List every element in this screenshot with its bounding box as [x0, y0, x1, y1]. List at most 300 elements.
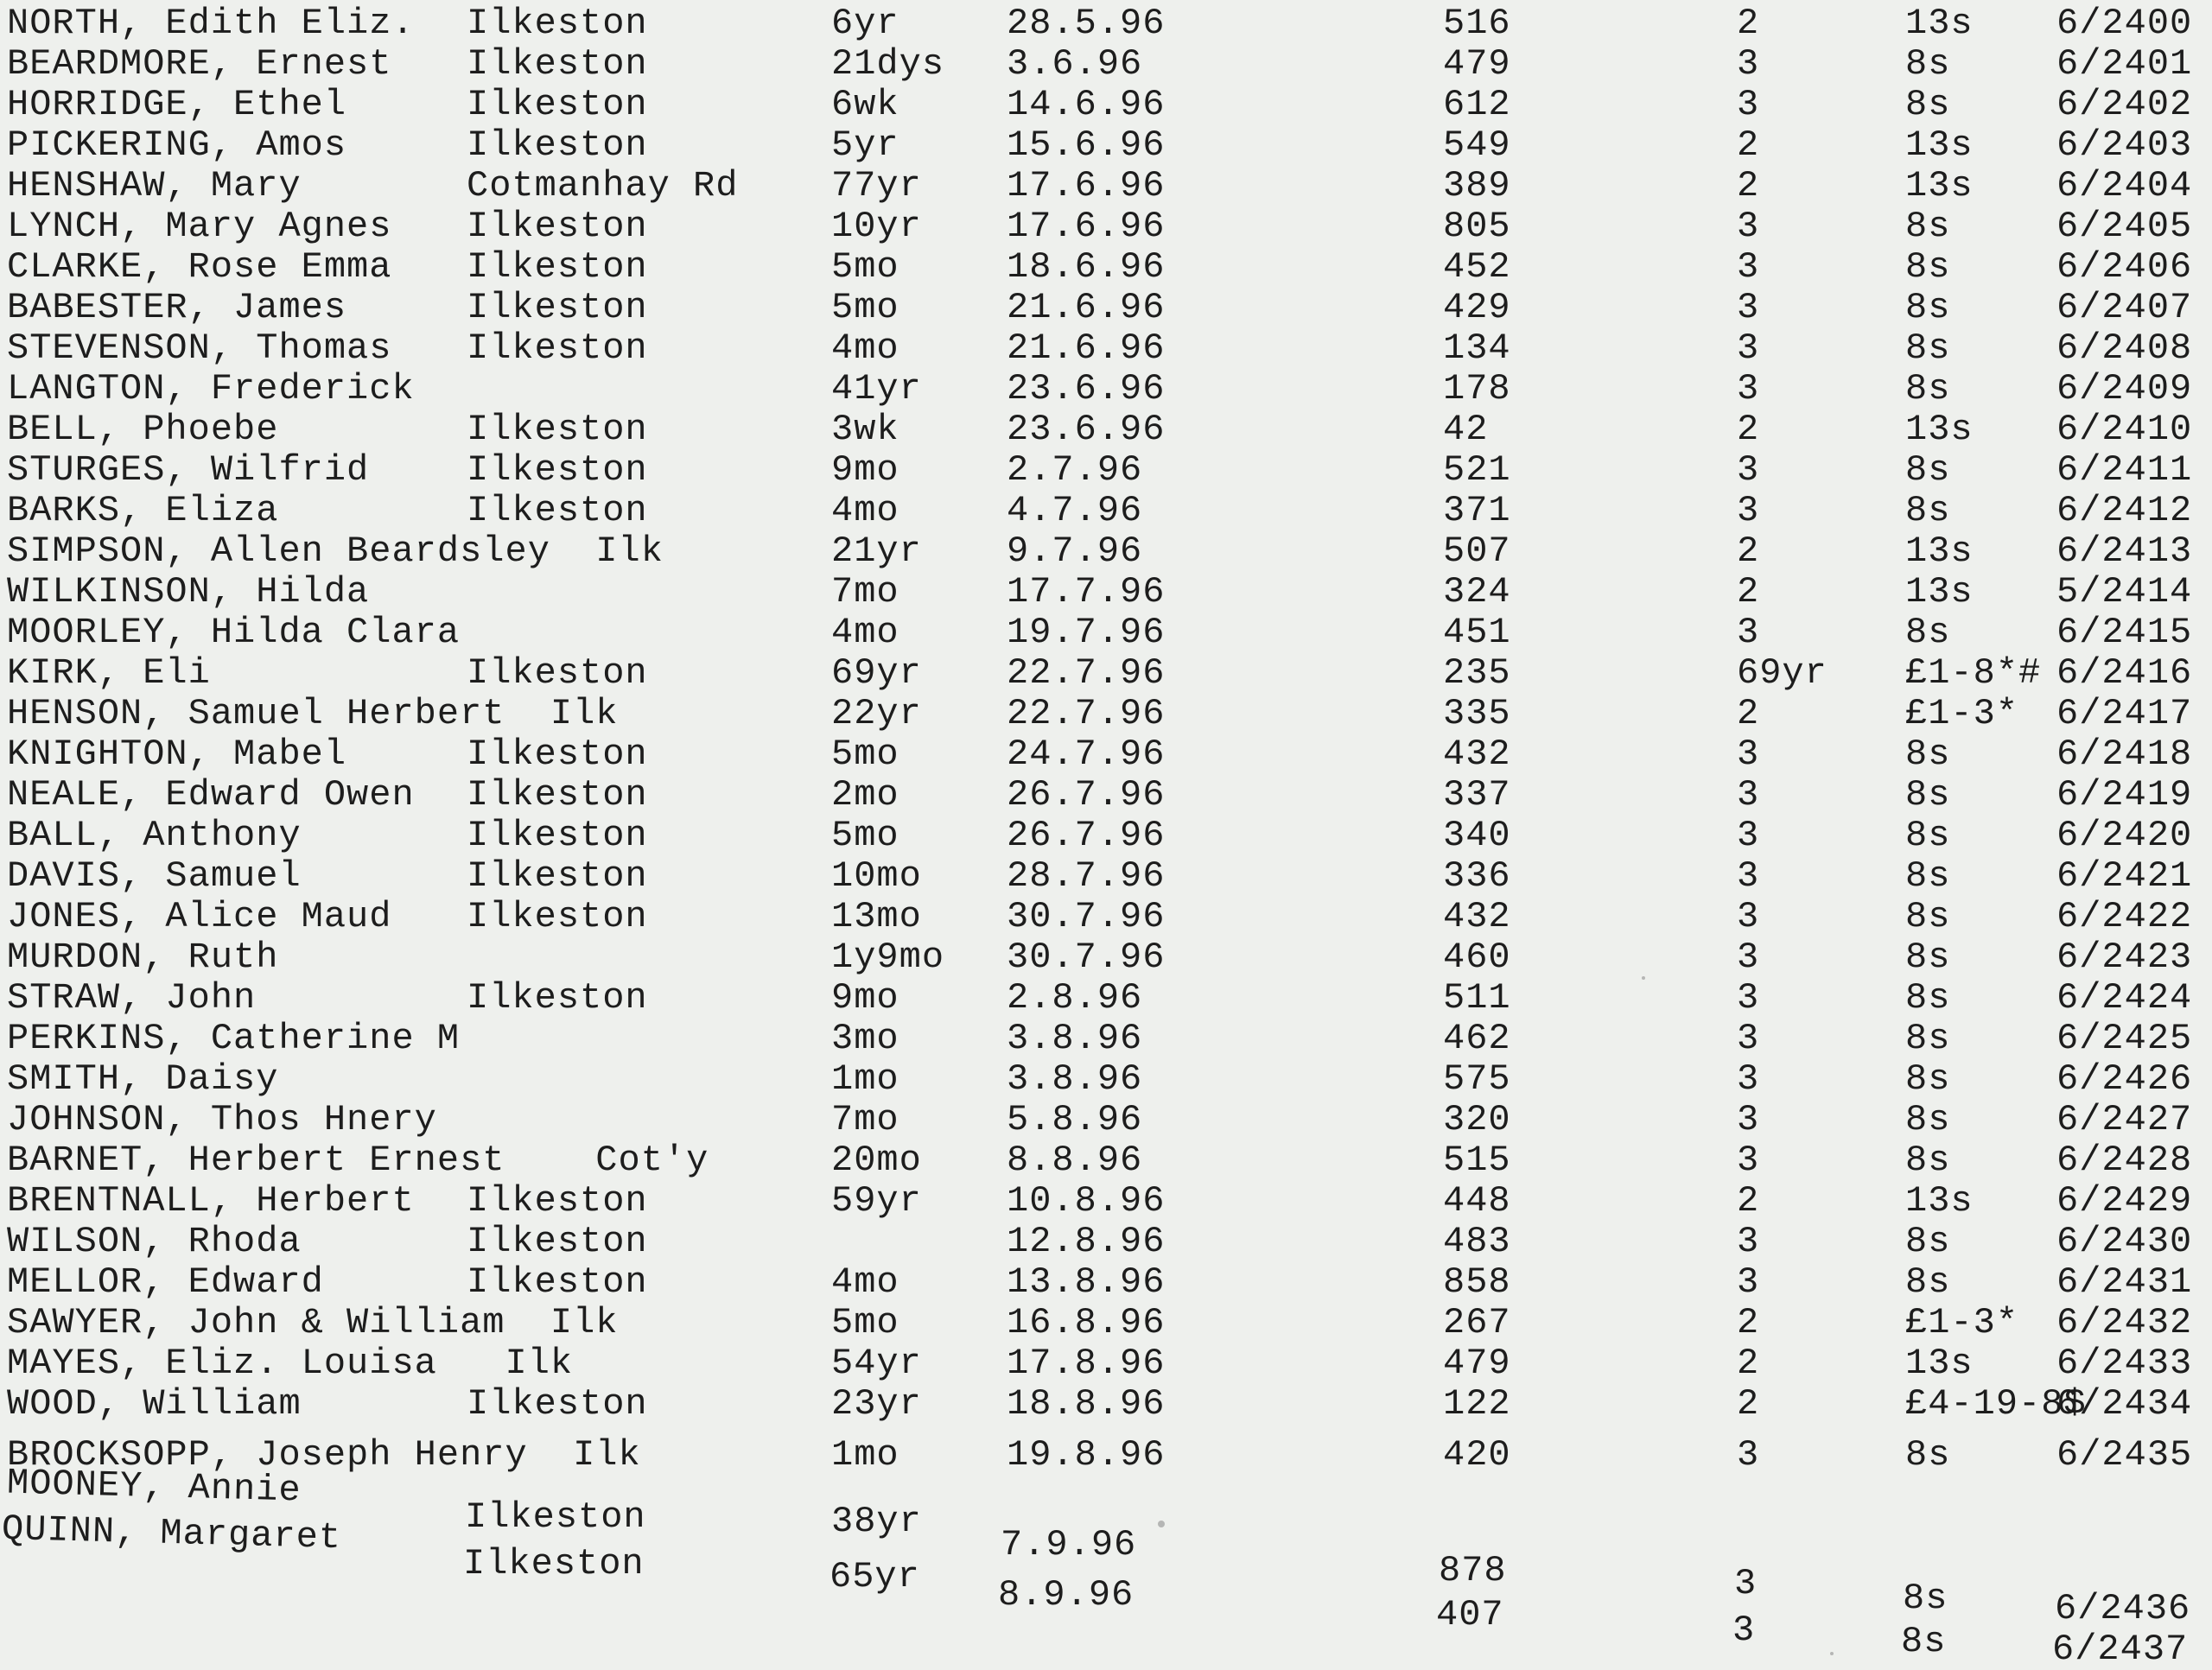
cell-name: STRAW, John: [7, 977, 257, 1019]
cell-ref: 6/2435: [2056, 1434, 2193, 1476]
cell-place: Ilkeston: [467, 449, 648, 491]
cell-class: 2: [1737, 124, 1760, 166]
cell-ref: 6/2434: [2056, 1383, 2193, 1425]
cell-class: 2: [1737, 165, 1760, 206]
cell-fee: 13s: [1905, 571, 1974, 613]
cell-class: 3: [1737, 246, 1760, 288]
cell-place: Cotmanhay Rd: [467, 165, 739, 206]
cell-date: 26.7.96: [1007, 774, 1166, 816]
cell-place: Ilkeston: [467, 3, 648, 44]
cell-class: 3: [1737, 612, 1760, 653]
cell-age: 5mo: [831, 733, 899, 775]
cell-class: 3: [1737, 368, 1760, 410]
cell-fee: 8s: [1905, 774, 1951, 816]
cell-name: KNIGHTON, Mabel: [7, 733, 347, 775]
register-row: [0, 1019, 2212, 1059]
cell-num: 337: [1443, 774, 1511, 816]
cell-ref: 6/2401: [2056, 43, 2193, 85]
register-row: [0, 816, 2212, 856]
cell-name: NEALE, Edward Owen: [7, 774, 415, 816]
cell-ref: 6/2411: [2056, 449, 2193, 491]
cell-class: 3: [1737, 815, 1760, 856]
cell-date: 4.7.96: [1007, 490, 1143, 531]
cell-num: 122: [1443, 1383, 1511, 1425]
cell-fee: 8s: [1905, 1261, 1951, 1303]
cell-name: STURGES, Wilfrid: [7, 449, 370, 491]
cell-fee: 13s: [1905, 124, 1974, 166]
cell-ref: 6/2423: [2056, 937, 2193, 978]
cell-age: 9mo: [831, 977, 899, 1019]
register-row: [0, 247, 2212, 288]
cell-date: 2.7.96: [1007, 449, 1143, 491]
cell-name: PERKINS, Catherine M: [7, 1018, 461, 1059]
register-row: [0, 166, 2212, 206]
cell-name: JONES, Alice Maud: [7, 896, 392, 937]
cell-name: WILKINSON, Hilda: [7, 571, 370, 613]
cell-name: LANGTON, Frederick: [7, 368, 415, 410]
cell-date: 23.6.96: [1007, 368, 1166, 410]
cell-date: 17.7.96: [1007, 571, 1166, 613]
cell-age: 13mo: [831, 896, 922, 937]
cell-fee: £1-3*: [1905, 1302, 2019, 1343]
cell-name: BEARDMORE, Ernest: [7, 43, 392, 85]
register-row: [0, 1222, 2212, 1262]
cell-place: Ilkeston: [467, 327, 648, 369]
cell-name: STEVENSON, Thomas: [7, 327, 392, 369]
cell-fee: 8s: [1905, 327, 1951, 369]
cell-ref: 6/2431: [2056, 1261, 2193, 1303]
cell-class: 3: [1737, 977, 1760, 1019]
cell-name: KIRK, Eli: [7, 652, 211, 694]
register-row: [0, 410, 2212, 450]
cell-date: 22.7.96: [1007, 652, 1166, 694]
cell-age: 5mo: [831, 815, 899, 856]
cell-class: 2: [1737, 409, 1760, 450]
register-row: [0, 613, 2212, 653]
cell-age: 23yr: [831, 1383, 922, 1425]
register-row: [0, 1435, 2212, 1476]
tail-date-2: 8.9.96: [998, 1574, 1135, 1616]
cell-class: 69yr: [1737, 652, 1827, 694]
register-row: [0, 1140, 2212, 1181]
cell-name: SMITH, Daisy: [7, 1058, 279, 1100]
cell-num: 511: [1443, 977, 1511, 1019]
cell-place: Ilkeston: [467, 1221, 648, 1262]
register-row: [0, 1303, 2212, 1343]
cell-class: 3: [1737, 1140, 1760, 1181]
cell-place: Ilkeston: [467, 652, 648, 694]
cell-place: Ilkeston: [467, 855, 648, 897]
cell-place: Ilkeston: [467, 1180, 648, 1222]
cell-age: 21dys: [831, 43, 945, 85]
cell-age: 5yr: [831, 124, 899, 166]
cell-num: 805: [1443, 206, 1511, 247]
register-row: [0, 531, 2212, 572]
cell-name: BARNET, Herbert Ernest Cot'y: [7, 1140, 709, 1181]
cell-fee: 8s: [1905, 1018, 1951, 1059]
cell-class: 3: [1737, 43, 1760, 85]
cell-fee: 13s: [1905, 165, 1974, 206]
cell-fee: £4-19-8$: [1905, 1383, 2087, 1425]
cell-num: 389: [1443, 165, 1511, 206]
cell-class: 2: [1737, 1302, 1760, 1343]
cell-num: 858: [1443, 1261, 1511, 1303]
cell-class: 3: [1737, 1434, 1760, 1476]
tail-ref-2: 6/2437: [2052, 1629, 2189, 1670]
cell-fee: 8s: [1905, 896, 1951, 937]
cell-num: 612: [1443, 84, 1511, 125]
cell-name: MOORLEY, Hilda Clara: [7, 612, 461, 653]
cell-fee: 13s: [1905, 1180, 1974, 1222]
cell-place: Ilkeston: [467, 43, 648, 85]
cell-num: 267: [1443, 1302, 1511, 1343]
cell-name: BELL, Phoebe: [7, 409, 279, 450]
cell-ref: 6/2404: [2056, 165, 2193, 206]
cell-place: Ilkeston: [467, 1261, 648, 1303]
register-row: [0, 328, 2212, 369]
register-row: [0, 937, 2212, 978]
cell-age: 2mo: [831, 774, 899, 816]
cell-fee: 13s: [1905, 530, 1974, 572]
cell-date: 23.6.96: [1007, 409, 1166, 450]
cell-ref: 6/2430: [2056, 1221, 2193, 1262]
cell-ref: 6/2400: [2056, 3, 2193, 44]
register-row: [0, 125, 2212, 166]
cell-ref: 6/2406: [2056, 246, 2193, 288]
register-row: [0, 3, 2212, 44]
cell-date: 21.6.96: [1007, 327, 1166, 369]
cell-date: 3.8.96: [1007, 1058, 1143, 1100]
cell-num: 336: [1443, 855, 1511, 897]
cell-date: 17.8.96: [1007, 1343, 1166, 1384]
cell-class: 3: [1737, 490, 1760, 531]
cell-num: 324: [1443, 571, 1511, 613]
cell-date: 28.7.96: [1007, 855, 1166, 897]
cell-age: 21yr: [831, 530, 922, 572]
cell-name: WOOD, William: [7, 1383, 302, 1425]
cell-name: NORTH, Edith Eliz.: [7, 3, 415, 44]
cell-date: 3.6.96: [1007, 43, 1143, 85]
cell-num: 452: [1443, 246, 1511, 288]
cell-ref: 6/2420: [2056, 815, 2193, 856]
cell-place: Ilkeston: [467, 287, 648, 328]
register-row: [0, 653, 2212, 694]
cell-place: Ilkeston: [467, 124, 648, 166]
cell-name: MURDON, Ruth: [7, 937, 279, 978]
cell-date: 22.7.96: [1007, 693, 1166, 734]
cell-date: 2.8.96: [1007, 977, 1143, 1019]
cell-place: Ilkeston: [467, 409, 648, 450]
cell-num: 432: [1443, 896, 1511, 937]
cell-name: PICKERING, Amos: [7, 124, 347, 166]
cell-class: 3: [1737, 733, 1760, 775]
register-row: [0, 734, 2212, 775]
cell-fee: 8s: [1905, 1140, 1951, 1181]
cell-class: 3: [1737, 449, 1760, 491]
cell-fee: 8s: [1905, 84, 1951, 125]
register-row: [0, 572, 2212, 613]
cell-name: CLARKE, Rose Emma: [7, 246, 392, 288]
cell-fee: 8s: [1905, 287, 1951, 328]
register-row: [0, 369, 2212, 410]
cell-age: 1y9mo: [831, 937, 945, 978]
tail-class-2: 3: [1732, 1610, 1756, 1651]
cell-age: 69yr: [831, 652, 922, 694]
register-row: [0, 1100, 2212, 1140]
cell-ref: 6/2418: [2056, 733, 2193, 775]
cell-name: BALL, Anthony: [7, 815, 302, 856]
cell-class: 2: [1737, 1383, 1760, 1425]
cell-date: 5.8.96: [1007, 1099, 1143, 1140]
cell-class: 3: [1737, 1058, 1760, 1100]
cell-class: 3: [1737, 774, 1760, 816]
cell-class: 3: [1737, 1099, 1760, 1140]
cell-date: 26.7.96: [1007, 815, 1166, 856]
cell-date: 18.8.96: [1007, 1383, 1166, 1425]
cell-ref: 6/2427: [2056, 1099, 2193, 1140]
register-row: [0, 85, 2212, 125]
cell-name: SIMPSON, Allen Beardsley Ilk: [7, 530, 664, 572]
register-row: [0, 44, 2212, 85]
cell-age: 4mo: [831, 1261, 899, 1303]
cell-num: 371: [1443, 490, 1511, 531]
cell-class: 2: [1737, 693, 1760, 734]
cell-num: 507: [1443, 530, 1511, 572]
cell-name: BABESTER, James: [7, 287, 347, 328]
cell-ref: 6/2419: [2056, 774, 2193, 816]
cell-fee: 8s: [1905, 449, 1951, 491]
cell-age: 10mo: [831, 855, 922, 897]
cell-date: 18.6.96: [1007, 246, 1166, 288]
cell-name: BROCKSOPP, Joseph Henry Ilk: [7, 1434, 641, 1476]
cell-class: 2: [1737, 530, 1760, 572]
cell-age: 20mo: [831, 1140, 922, 1181]
cell-ref: 6/2425: [2056, 1018, 2193, 1059]
tail-name-1: MOONEY, Annie: [6, 1462, 302, 1512]
cell-age: 41yr: [831, 368, 922, 410]
register-row: [0, 1384, 2212, 1425]
cell-date: 10.8.96: [1007, 1180, 1166, 1222]
cell-age: 4mo: [831, 612, 899, 653]
cell-class: 3: [1737, 937, 1760, 978]
cell-name: HENSON, Samuel Herbert Ilk: [7, 693, 619, 734]
cell-num: 521: [1443, 449, 1511, 491]
cell-num: 549: [1443, 124, 1511, 166]
cell-num: 235: [1443, 652, 1511, 694]
cell-class: 2: [1737, 3, 1760, 44]
cell-fee: 8s: [1905, 43, 1951, 85]
cell-name: JOHNSON, Thos Hnery: [7, 1099, 437, 1140]
cell-class: 3: [1737, 84, 1760, 125]
cell-fee: 8s: [1905, 1221, 1951, 1262]
tail-name-2: QUINN, Margaret: [1, 1508, 342, 1559]
tail-num-1: 878: [1439, 1550, 1507, 1591]
cell-class: 3: [1737, 327, 1760, 369]
cell-num: 420: [1443, 1434, 1511, 1476]
cell-num: 432: [1443, 733, 1511, 775]
cell-date: 9.7.96: [1007, 530, 1143, 572]
cell-ref: 6/2415: [2056, 612, 2193, 653]
cell-ref: 6/2413: [2056, 530, 2193, 572]
cell-num: 451: [1443, 612, 1511, 653]
paper-speck: [1158, 1521, 1165, 1527]
tail-place-2: Ilkeston: [463, 1543, 645, 1584]
cell-age: 59yr: [831, 1180, 922, 1222]
cell-fee: 8s: [1905, 937, 1951, 978]
cell-ref: 6/2412: [2056, 490, 2193, 531]
cell-name: BRENTNALL, Herbert: [7, 1180, 415, 1222]
cell-num: 516: [1443, 3, 1511, 44]
cell-ref: 6/2402: [2056, 84, 2193, 125]
cell-name: LYNCH, Mary Agnes: [7, 206, 392, 247]
cell-class: 3: [1737, 896, 1760, 937]
cell-ref: 6/2409: [2056, 368, 2193, 410]
cell-num: 178: [1443, 368, 1511, 410]
cell-fee: 8s: [1905, 733, 1951, 775]
cell-class: 3: [1737, 855, 1760, 897]
cell-num: 515: [1443, 1140, 1511, 1181]
cell-age: 22yr: [831, 693, 922, 734]
cell-num: 134: [1443, 327, 1511, 369]
cell-age: 6wk: [831, 84, 899, 125]
cell-ref: 6/2410: [2056, 409, 2193, 450]
tail-num-2: 407: [1436, 1594, 1504, 1635]
cell-fee: £1-8*#: [1905, 652, 2042, 694]
cell-age: 3mo: [831, 1018, 899, 1059]
register-row: [0, 491, 2212, 531]
cell-age: 10yr: [831, 206, 922, 247]
cell-num: 448: [1443, 1180, 1511, 1222]
cell-num: 320: [1443, 1099, 1511, 1140]
cell-age: 1mo: [831, 1434, 899, 1476]
cell-num: 575: [1443, 1058, 1511, 1100]
cell-place: Ilkeston: [467, 977, 648, 1019]
tail-class-1: 3: [1734, 1563, 1758, 1604]
tail-age-2: 65yr: [830, 1556, 920, 1597]
cell-class: 2: [1737, 1343, 1760, 1384]
cell-place: Ilkeston: [467, 490, 648, 531]
cell-num: 340: [1443, 815, 1511, 856]
cell-num: 462: [1443, 1018, 1511, 1059]
cell-fee: 8s: [1905, 368, 1951, 410]
cell-age: 7mo: [831, 571, 899, 613]
cell-ref: 6/2405: [2056, 206, 2193, 247]
register-row: [0, 897, 2212, 937]
cell-ref: 6/2407: [2056, 287, 2193, 328]
cell-place: Ilkeston: [467, 815, 648, 856]
cell-ref: 6/2421: [2056, 855, 2193, 897]
cell-date: 8.8.96: [1007, 1140, 1143, 1181]
cell-name: WILSON, Rhoda: [7, 1221, 302, 1262]
cell-age: 6yr: [831, 3, 899, 44]
cell-place: Ilkeston: [467, 896, 648, 937]
cell-name: SAWYER, John & William Ilk: [7, 1302, 619, 1343]
tail-date-1: 7.9.96: [1001, 1524, 1137, 1565]
cell-class: 3: [1737, 1221, 1760, 1262]
cell-date: 3.8.96: [1007, 1018, 1143, 1059]
cell-place: Ilkeston: [467, 206, 648, 247]
cell-num: 460: [1443, 937, 1511, 978]
cell-fee: 13s: [1905, 3, 1974, 44]
cell-ref: 6/2422: [2056, 896, 2193, 937]
cell-date: 19.7.96: [1007, 612, 1166, 653]
cell-date: 28.5.96: [1007, 3, 1166, 44]
cell-ref: 6/2426: [2056, 1058, 2193, 1100]
cell-num: 483: [1443, 1221, 1511, 1262]
paper-speck: [1830, 1652, 1834, 1655]
cell-date: 24.7.96: [1007, 733, 1166, 775]
cell-date: 30.7.96: [1007, 937, 1166, 978]
cell-age: 4mo: [831, 490, 899, 531]
register-row: [0, 978, 2212, 1019]
cell-date: 19.8.96: [1007, 1434, 1166, 1476]
cell-age: 4mo: [831, 327, 899, 369]
cell-place: Ilkeston: [467, 84, 648, 125]
cell-date: 30.7.96: [1007, 896, 1166, 937]
cell-fee: 8s: [1905, 246, 1951, 288]
register-row: [0, 1343, 2212, 1384]
tail-ref-1: 6/2436: [2055, 1588, 2191, 1629]
cell-ref: 6/2403: [2056, 124, 2193, 166]
paper-speck: [1642, 976, 1645, 980]
cell-fee: 8s: [1905, 977, 1951, 1019]
cell-date: 14.6.96: [1007, 84, 1166, 125]
cell-fee: 8s: [1905, 1058, 1951, 1100]
cell-ref: 6/2408: [2056, 327, 2193, 369]
cell-name: HORRIDGE, Ethel: [7, 84, 347, 125]
cell-class: 3: [1737, 1261, 1760, 1303]
tail-place-1: Ilkeston: [465, 1496, 646, 1538]
cell-fee: 8s: [1905, 490, 1951, 531]
cell-class: 3: [1737, 206, 1760, 247]
cell-num: 479: [1443, 43, 1511, 85]
cell-name: HENSHAW, Mary: [7, 165, 302, 206]
cell-num: 429: [1443, 287, 1511, 328]
cell-date: 16.8.96: [1007, 1302, 1166, 1343]
cell-ref: 6/2428: [2056, 1140, 2193, 1181]
cell-age: 9mo: [831, 449, 899, 491]
cell-fee: 8s: [1905, 206, 1951, 247]
cell-name: BARKS, Eliza: [7, 490, 279, 531]
register-row: [0, 206, 2212, 247]
cell-age: 1mo: [831, 1058, 899, 1100]
cell-ref: 6/2424: [2056, 977, 2193, 1019]
cell-date: 17.6.96: [1007, 206, 1166, 247]
cell-ref: 6/2432: [2056, 1302, 2193, 1343]
cell-place: Ilkeston: [467, 774, 648, 816]
cell-fee: 8s: [1905, 855, 1951, 897]
cell-name: MAYES, Eliz. Louisa Ilk: [7, 1343, 574, 1384]
tail-fee-1: 8s: [1903, 1578, 1948, 1619]
register-row: [0, 856, 2212, 897]
cell-place: Ilkeston: [467, 1383, 648, 1425]
cell-age: 5mo: [831, 287, 899, 328]
tail-fee-2: 8s: [1901, 1621, 1947, 1662]
register-row: [0, 694, 2212, 734]
cell-date: 17.6.96: [1007, 165, 1166, 206]
register-row: [0, 288, 2212, 328]
cell-ref: 6/2416: [2056, 652, 2193, 694]
cell-age: 3wk: [831, 409, 899, 450]
cell-class: 2: [1737, 571, 1760, 613]
cell-class: 3: [1737, 1018, 1760, 1059]
register-row: [0, 1181, 2212, 1222]
cell-date: 13.8.96: [1007, 1261, 1166, 1303]
register-row: [0, 1262, 2212, 1303]
cell-ref: 6/2417: [2056, 693, 2193, 734]
cell-age: 77yr: [831, 165, 922, 206]
cell-name: MELLOR, Edward: [7, 1261, 324, 1303]
